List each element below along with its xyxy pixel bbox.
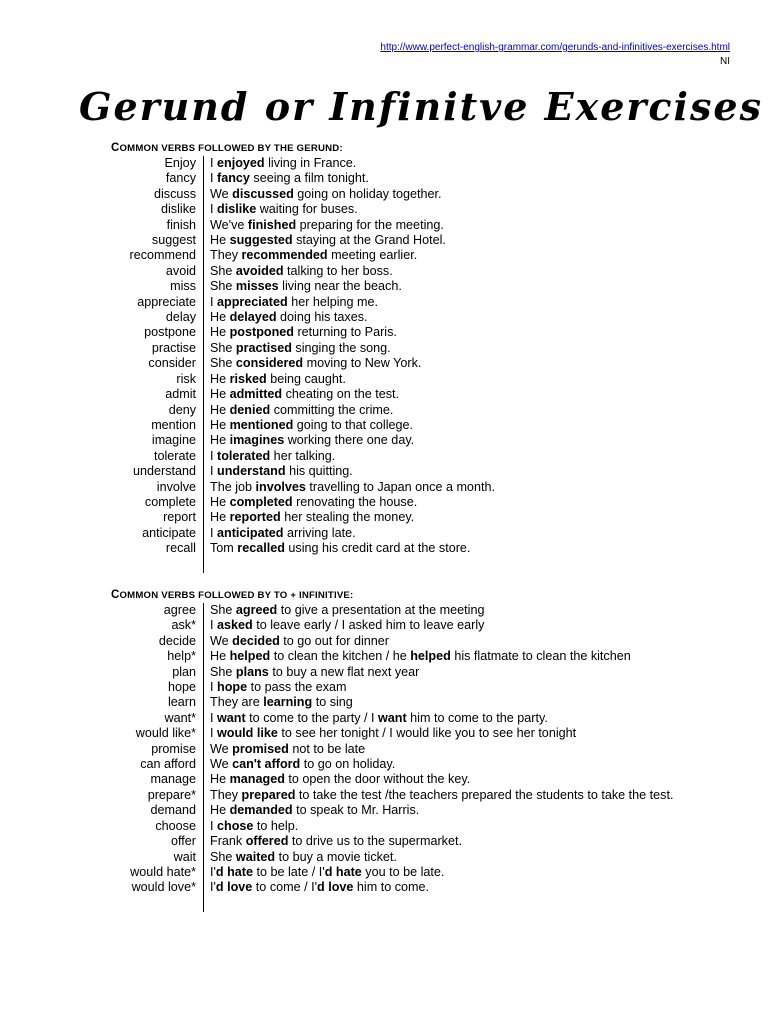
sentence-text: his quitting.	[285, 464, 353, 479]
sentence-text: He	[210, 510, 230, 525]
table-row	[100, 156, 680, 171]
sentence-text: going to that college.	[293, 417, 414, 432]
sentence-text: to come / I'	[252, 880, 318, 895]
example-sentence	[203, 372, 680, 387]
sentence-text: to open the door without the key.	[284, 772, 471, 787]
verb-cell: Enjoy	[164, 156, 196, 170]
highlighted-verb: delayed	[229, 310, 277, 325]
highlighted-verb: fancy	[217, 171, 250, 186]
highlighted-verb: finished	[247, 217, 297, 232]
sentence-text: preparing for the meeting.	[296, 217, 444, 232]
sentence-text: to go out for dinner	[279, 633, 389, 648]
verb-cell: deny	[168, 402, 196, 417]
sentence-text: to pass the exam	[247, 680, 347, 695]
verb-cell: wait	[173, 849, 196, 864]
verb-cell: would like*	[135, 726, 196, 741]
highlighted-verb: appreciated	[217, 294, 288, 309]
highlighted-verb: demanded	[229, 803, 293, 818]
example-sentence	[203, 187, 680, 202]
highlighted-verb: would like	[217, 726, 278, 741]
table-row	[100, 449, 680, 464]
sentence-cell-empty	[203, 557, 680, 573]
table-row	[100, 372, 680, 387]
example-sentence	[203, 772, 680, 787]
table-row	[100, 757, 680, 772]
sentence-text: seeing a film tonight.	[249, 171, 369, 186]
example-sentence	[203, 665, 680, 680]
highlighted-verb: managed	[229, 772, 285, 787]
verb-cell: decide	[158, 633, 196, 648]
verb-cell: understand	[132, 464, 196, 479]
sentence-text: I	[210, 525, 217, 540]
sentence-text: She	[210, 664, 236, 679]
section-title-infinitive	[111, 589, 353, 601]
highlighted-verb: anticipated	[217, 525, 284, 540]
example-sentence	[203, 356, 680, 371]
sentence-text: to buy a new flat next year	[268, 664, 420, 679]
example-sentence	[203, 618, 680, 633]
table-row	[100, 218, 680, 233]
table-row	[100, 464, 680, 479]
sentence-text: renovating the house.	[292, 494, 418, 509]
sentence-text: She	[210, 356, 236, 371]
table-row	[100, 880, 680, 895]
verb-cell: tolerate	[153, 448, 196, 463]
sentence-text: to speak to Mr. Harris.	[292, 803, 420, 818]
table-row	[100, 233, 680, 248]
highlighted-verb: involves	[255, 479, 306, 494]
sentence-text: to drive us to the supermarket.	[288, 834, 462, 849]
sentence-text: He	[210, 371, 230, 386]
example-sentence	[203, 834, 680, 849]
highlighted-verb: helped	[410, 649, 451, 664]
sentence-text: She	[210, 849, 236, 864]
highlighted-verb: learning	[263, 695, 313, 710]
highlighted-verb: misses	[235, 279, 279, 294]
table-row	[100, 403, 680, 418]
example-sentence	[203, 788, 680, 803]
highlighted-verb: asked	[217, 618, 253, 633]
highlighted-verb: waited	[235, 849, 276, 864]
example-sentence	[203, 202, 680, 217]
highlighted-verb: risked	[229, 371, 267, 386]
sentence-text: We've	[210, 217, 248, 232]
highlighted-verb: considered	[235, 356, 304, 371]
example-sentence	[203, 850, 680, 865]
verb-cell: admit	[165, 387, 196, 402]
sentence-text: him to come.	[353, 880, 430, 895]
verb-cell: want*	[164, 710, 196, 725]
example-sentence	[203, 757, 680, 772]
highlighted-verb: can't afford	[232, 757, 301, 772]
sentence-text: living near the beach.	[278, 279, 402, 294]
table-row	[100, 541, 680, 556]
sentence-text: singing the song.	[291, 340, 391, 355]
verb-cell: mention	[151, 417, 196, 432]
verb-cell: complete	[144, 494, 196, 509]
verb-cell: delay	[165, 310, 196, 325]
example-sentence	[203, 541, 680, 556]
sentence-text: travelling to Japan once a month.	[305, 479, 495, 494]
verb-cell: would hate*	[130, 864, 196, 879]
highlighted-verb: d hate	[215, 864, 253, 879]
table-row	[100, 433, 680, 448]
sentence-text: you to be late.	[361, 864, 445, 879]
table-row	[100, 634, 680, 649]
highlighted-verb: prepared	[241, 787, 296, 802]
page-title: Gerund or Infinitve Exercises	[79, 84, 763, 129]
sentence-text: I	[210, 618, 217, 633]
example-sentence	[203, 449, 680, 464]
verb-cell: risk	[176, 371, 196, 386]
sentence-text: We	[210, 741, 233, 756]
highlighted-verb: recalled	[237, 541, 285, 556]
table-row	[100, 495, 680, 510]
example-sentence	[203, 325, 680, 340]
table-row	[100, 310, 680, 325]
highlighted-verb: tolerated	[217, 448, 271, 463]
table-row	[100, 418, 680, 433]
sentence-text: not to be late	[288, 741, 366, 756]
verb-cell: involve	[156, 479, 196, 494]
sentence-text: He	[210, 803, 230, 818]
highlighted-verb: reported	[229, 510, 281, 525]
section-title-gerund	[111, 142, 343, 154]
sentence-text: to come to the party / I	[245, 710, 378, 725]
source-url-link[interactable]: http://www.perfect-english-grammar.com/gerunds-and-infinitives-exercises.html	[380, 42, 730, 53]
sentence-text: I	[210, 726, 217, 741]
sentence-text: I'	[210, 880, 216, 895]
sentence-text: He	[210, 494, 230, 509]
verb-cell: imagine	[151, 433, 196, 448]
gerund-verb-table	[100, 156, 680, 573]
verb-cell: learn	[167, 695, 196, 710]
example-sentence	[203, 279, 680, 294]
highlighted-verb: understand	[217, 464, 286, 479]
highlighted-verb: chose	[217, 818, 254, 833]
verb-cell: offer	[171, 834, 196, 849]
table-divider-extension	[100, 896, 680, 912]
example-sentence	[203, 156, 680, 171]
table-row	[100, 202, 680, 217]
highlighted-verb: want	[217, 710, 246, 725]
sentence-text: We	[210, 757, 233, 772]
highlighted-verb: practised	[235, 340, 292, 355]
table-row	[100, 726, 680, 741]
table-row	[100, 187, 680, 202]
example-sentence	[203, 742, 680, 757]
sentence-text: Frank	[210, 834, 246, 849]
sentence-text: I	[210, 171, 217, 186]
sentence-text: She	[210, 340, 236, 355]
highlighted-verb: decided	[232, 633, 280, 648]
highlighted-verb: dislike	[217, 202, 257, 217]
table-row	[100, 803, 680, 818]
verb-cell: would love*	[131, 880, 196, 895]
highlighted-verb: want	[377, 710, 407, 725]
verb-cell: agree	[163, 603, 196, 617]
infinitive-verb-table	[100, 603, 680, 912]
sentence-text: She	[210, 279, 236, 294]
sentence-text: staying at the Grand Hotel.	[292, 233, 446, 248]
verb-cell: anticipate	[142, 525, 196, 540]
verb-cell: avoid	[165, 263, 196, 278]
sentence-text: She	[210, 603, 236, 617]
sentence-text: The job	[210, 479, 256, 494]
highlighted-verb: imagines	[229, 433, 285, 448]
sentence-text: I	[210, 464, 217, 479]
sentence-text: meeting earlier.	[327, 248, 418, 263]
highlighted-verb: enjoyed	[217, 156, 265, 170]
sentence-text: Tom	[210, 541, 238, 556]
table-row	[100, 171, 680, 186]
sentence-text: to sing	[312, 695, 353, 710]
sentence-text: I	[210, 156, 217, 170]
sentence-text: He	[210, 310, 230, 325]
verb-cell: consider	[148, 356, 196, 371]
table-row	[100, 510, 680, 525]
verb-cell: report	[163, 510, 196, 525]
sentence-text: I	[210, 448, 217, 463]
verb-cell: hope	[167, 680, 196, 695]
verb-cell-empty	[100, 896, 203, 912]
table-row	[100, 387, 680, 402]
verb-cell: miss	[170, 279, 196, 294]
sentence-text: We	[210, 186, 233, 201]
sentence-text: I	[210, 680, 217, 695]
sentence-text: cheating on the test.	[282, 387, 400, 402]
verb-cell: plan	[172, 664, 196, 679]
example-sentence	[203, 218, 680, 233]
example-sentence	[203, 803, 680, 818]
sentence-text: to take the test /the teachers prepared the students to take the test.	[295, 787, 674, 802]
table-row	[100, 649, 680, 664]
example-sentence	[203, 711, 680, 726]
example-sentence	[203, 310, 680, 325]
example-sentence	[203, 865, 680, 880]
verb-cell: suggest	[151, 233, 196, 248]
sentence-text: doing his taxes.	[276, 310, 368, 325]
example-sentence	[203, 680, 680, 695]
table-row	[100, 772, 680, 787]
table-row	[100, 680, 680, 695]
highlighted-verb: admitted	[229, 387, 283, 402]
sentence-text: her helping me.	[287, 294, 379, 309]
example-sentence	[203, 819, 680, 834]
verb-cell: prepare*	[147, 787, 196, 802]
sentence-text: talking to her boss.	[283, 263, 393, 278]
sentence-text: her stealing the money.	[280, 510, 415, 525]
sentence-text: He	[210, 433, 230, 448]
example-sentence	[203, 264, 680, 279]
example-sentence	[203, 387, 680, 402]
table-row	[100, 865, 680, 880]
verb-cell: dislike	[161, 202, 196, 217]
example-sentence	[203, 649, 680, 664]
section-title-initial: C	[111, 589, 120, 601]
table-row	[100, 341, 680, 356]
sentence-text: They	[210, 787, 242, 802]
sentence-text: using his credit card at the store.	[284, 541, 471, 556]
verb-cell: appreciate	[137, 294, 196, 309]
verb-cell: ask*	[171, 618, 196, 633]
sentence-text: We	[210, 633, 233, 648]
example-sentence	[203, 341, 680, 356]
verb-cell: discuss	[154, 186, 196, 201]
example-sentence	[203, 418, 680, 433]
table-row	[100, 742, 680, 757]
table-row	[100, 834, 680, 849]
sentence-text: to see her tonight / I would like you to see her tonight	[277, 726, 577, 741]
sentence-text: him to come to the party.	[406, 710, 548, 725]
highlighted-verb: hope	[217, 680, 248, 695]
sentence-text: They are	[210, 695, 264, 710]
table-row	[100, 356, 680, 371]
sentence-text: He	[210, 402, 230, 417]
table-row	[100, 618, 680, 633]
highlighted-verb: discussed	[232, 186, 294, 201]
sentence-text: She	[210, 263, 236, 278]
table-divider-extension	[100, 557, 680, 573]
sentence-text: to be late / I'	[253, 864, 325, 879]
example-sentence	[203, 726, 680, 741]
verb-cell: fancy	[165, 171, 196, 186]
sentence-text: He	[210, 387, 230, 402]
verb-cell-empty	[100, 557, 203, 573]
verb-cell: recommend	[129, 248, 196, 263]
highlighted-verb: promised	[232, 741, 289, 756]
highlighted-verb: agreed	[235, 603, 278, 617]
sentence-text: He	[210, 417, 230, 432]
highlighted-verb: offered	[245, 834, 289, 849]
sentence-text: I	[210, 294, 217, 309]
verb-cell: practise	[151, 340, 196, 355]
section-title-text: OMMON VERBS FOLLOWED BY THE GERUND:	[119, 143, 343, 154]
sentence-text: going on holiday together.	[293, 186, 442, 201]
verb-cell: finish	[166, 217, 196, 232]
example-sentence	[203, 295, 680, 310]
sentence-text: to go on holiday.	[300, 757, 396, 772]
highlighted-verb: postponed	[229, 325, 294, 340]
example-sentence	[203, 495, 680, 510]
table-row	[100, 850, 680, 865]
example-sentence	[203, 248, 680, 263]
table-row	[100, 264, 680, 279]
header-initials: NI	[720, 56, 730, 67]
example-sentence	[203, 233, 680, 248]
sentence-text: her talking.	[270, 448, 336, 463]
sentence-text: He	[210, 233, 230, 248]
example-sentence	[203, 634, 680, 649]
highlighted-verb: completed	[229, 494, 293, 509]
verb-cell: choose	[155, 818, 196, 833]
example-sentence	[203, 695, 680, 710]
verb-cell: help*	[167, 649, 196, 664]
sentence-text: to clean the kitchen / he	[270, 649, 411, 664]
sentence-cell-empty	[203, 896, 680, 912]
table-row	[100, 480, 680, 495]
highlighted-verb: helped	[229, 649, 271, 664]
highlighted-verb: d hate	[324, 864, 362, 879]
verb-cell: postpone	[144, 325, 196, 340]
sentence-text: his flatmate to clean the kitchen	[450, 649, 631, 664]
highlighted-verb: plans	[235, 664, 269, 679]
sentence-text: I'	[210, 864, 216, 879]
table-row	[100, 248, 680, 263]
table-row	[100, 819, 680, 834]
table-row	[100, 526, 680, 541]
example-sentence	[203, 603, 680, 618]
sentence-text: to leave early / I asked him to leave early	[252, 618, 485, 633]
sentence-text: working there one day.	[284, 433, 415, 448]
example-sentence	[203, 480, 680, 495]
verb-cell: recall	[165, 541, 196, 556]
sentence-text: He	[210, 772, 230, 787]
verb-cell: manage	[150, 772, 196, 787]
sentence-text: being caught.	[266, 371, 346, 386]
sentence-text: He	[210, 649, 230, 664]
table-row	[100, 279, 680, 294]
sentence-text: I	[210, 202, 217, 217]
verb-cell: can afford	[140, 757, 196, 772]
sentence-text: moving to New York.	[303, 356, 422, 371]
sentence-text: living in France.	[264, 156, 357, 170]
table-row	[100, 665, 680, 680]
sentence-text: to buy a movie ticket.	[275, 849, 397, 864]
sentence-text: waiting for buses.	[256, 202, 358, 217]
section-title-text: OMMON VERBS FOLLOWED BY TO + INFINITIVE:	[119, 590, 354, 601]
verb-cell: promise	[151, 741, 196, 756]
example-sentence	[203, 464, 680, 479]
sentence-text: returning to Paris.	[293, 325, 397, 340]
example-sentence	[203, 526, 680, 541]
highlighted-verb: d love	[215, 880, 253, 895]
example-sentence	[203, 403, 680, 418]
table-row	[100, 325, 680, 340]
sentence-text: They	[210, 248, 242, 263]
table-row	[100, 695, 680, 710]
example-sentence	[203, 171, 680, 186]
highlighted-verb: suggested	[229, 233, 293, 248]
sentence-text: arriving late.	[283, 525, 356, 540]
table-row	[100, 711, 680, 726]
sentence-text: He	[210, 325, 230, 340]
sentence-text: I	[210, 710, 217, 725]
table-row	[100, 603, 680, 618]
table-row	[100, 788, 680, 803]
highlighted-verb: avoided	[235, 263, 284, 278]
example-sentence	[203, 880, 680, 895]
sentence-text: I	[210, 818, 217, 833]
highlighted-verb: recommended	[241, 248, 328, 263]
example-sentence	[203, 433, 680, 448]
sentence-text: committing the crime.	[270, 402, 394, 417]
highlighted-verb: d love	[317, 880, 354, 895]
table-row	[100, 295, 680, 310]
highlighted-verb: denied	[229, 402, 271, 417]
sentence-text: to help.	[253, 818, 299, 833]
highlighted-verb: mentioned	[229, 417, 294, 432]
verb-cell: demand	[150, 803, 196, 818]
section-title-initial: C	[111, 142, 120, 154]
example-sentence	[203, 510, 680, 525]
sentence-text: to give a presentation at the meeting	[277, 603, 485, 617]
